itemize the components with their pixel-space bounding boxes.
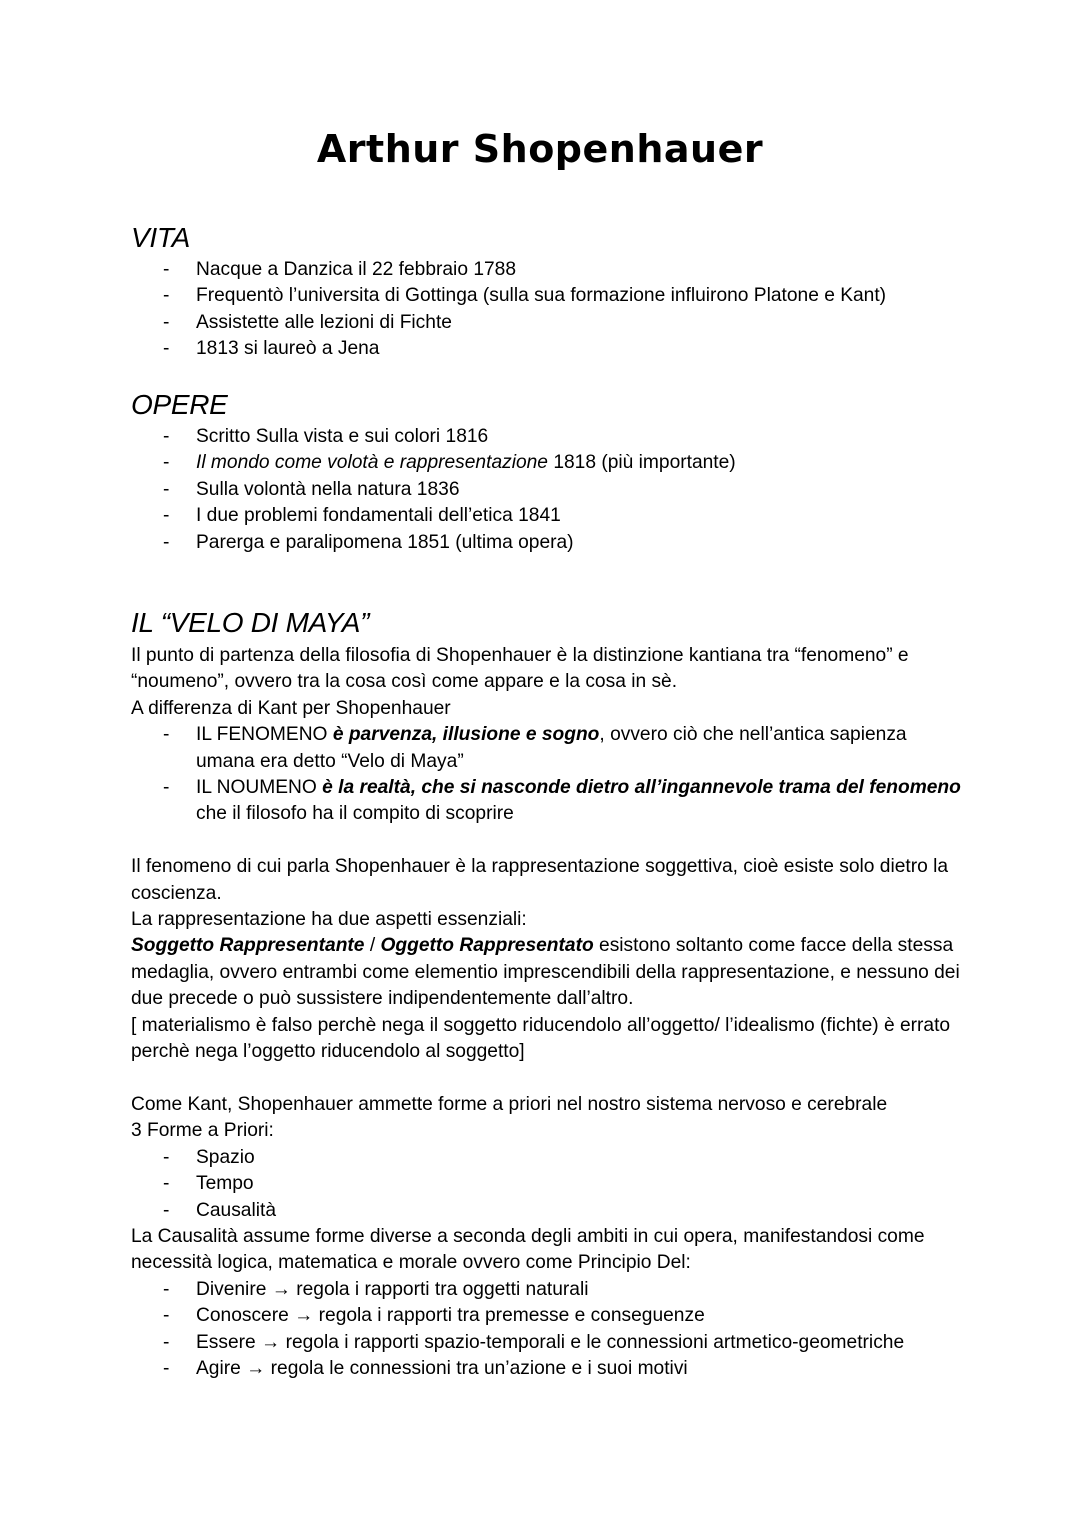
fenomeno-noumeno-list (131, 722, 961, 828)
list-item: - Parerga e paralipomena 1851 (ultima opera) (131, 530, 961, 556)
work-title: Il mondo come volotà e rappresentazione (196, 452, 548, 474)
list-item: - Agire → regola le connessioni tra un’azione e i suoi motivi (131, 1356, 961, 1382)
list-item-fenomeno (131, 722, 961, 775)
fenomeno-label: IL FENOMENO (196, 724, 333, 746)
list-item (131, 450, 961, 476)
noumeno-note: che il filosofo ha il compito di scoprire (196, 803, 514, 825)
forme-list (131, 1145, 961, 1224)
list-item: - Scritto Sulla vista e sui colori 1816 (131, 424, 961, 450)
section-heading-vita: VITA (131, 222, 190, 253)
list-item: - 1813 si laureò a Jena (131, 336, 961, 362)
materialismo-note: [ materialismo è falso perchè nega il soggetto riducendolo all’oggetto/ l’idealismo (fichte) è errato perchè nega l’oggetto riducendolo al soggetto] (131, 1014, 951, 1063)
list-item: - Tempo (131, 1171, 961, 1197)
list-item: - Causalità (131, 1198, 961, 1224)
section-heading-velo-di-maya: IL “VELO DI MAYA” (131, 607, 370, 638)
list-item: - Frequentò l’universita di Gottinga (sulla sua formazione influirono Platone e Kant) (131, 283, 961, 309)
velo-body (131, 643, 961, 1382)
vita-list-block (131, 257, 961, 363)
opere-list (131, 424, 961, 556)
list-item: - Nacque a Danzica il 22 febbraio 1788 (131, 257, 961, 283)
list-item: - Divenire → regola i rapporti tra oggetti naturali (131, 1277, 961, 1303)
page-title: Arthur Shopenhauer (316, 127, 764, 171)
differenza-line: A differenza di Kant per Shopenhauer (131, 697, 451, 719)
list-item: - Sulla volontà nella natura 1836 (131, 477, 961, 503)
oggetto-term: Oggetto Rappresentato (380, 935, 594, 957)
kant-paragraph: Come Kant, Shopenhauer ammette forme a priori nel nostro sistema nervoso e cerebrale (131, 1093, 888, 1115)
list-item: - Essere → regola i rapporti spazio-temporali e le connessioni artmetico-geometriche (131, 1330, 961, 1356)
medaglia-text: esistono soltanto come facce della stessa medaglia, ovvero entrambi come elementio imprescendibili della rappresentazione, e nessuno dei due precede o può sussistere indipendentemente dall’altro. (131, 935, 960, 1010)
work-note: 1818 (più importante) (547, 452, 736, 474)
causalita-paragraph: La Causalità assume forme diverse a seconda degli ambiti in cui opera, manifestandosi come necessità logica, matematica e morale ovvero come Principio Del: (131, 1225, 925, 1274)
intro-paragraph: Il punto di partenza della filosofia di Shopenhauer è la distinzione kantiana tra “fenomeno” e “noumeno”, ovvero tra la cosa così come appare e la cosa in sè. (131, 645, 909, 693)
noumeno-definition: è la realtà, che si nasconde dietro all’ingannevole trama del fenomeno (322, 777, 961, 799)
vita-list (131, 257, 961, 363)
list-item: - I due problemi fondamentali dell’etica 1841 (131, 503, 961, 529)
list-item: - Spazio (131, 1145, 961, 1171)
forme-title: 3 Forme a Priori: (131, 1120, 274, 1142)
aspetti-line: La rappresentazione ha due aspetti essenziali: (131, 909, 527, 931)
soggetto-term: Soggetto Rappresentante (131, 935, 365, 957)
list-item: - Assistette alle lezioni di Fichte (131, 310, 961, 336)
soggetto-oggetto-paragraph (131, 933, 961, 1012)
list-item-noumeno (131, 775, 961, 828)
noumeno-label: IL NOUMENO (196, 777, 323, 799)
fenomeno-note: , ovvero ciò che nell’antica sapienza umana era detto “Velo di Maya” (196, 724, 907, 772)
separator: / (364, 935, 381, 957)
fenomeno-definition: è parvenza, illusione e sogno (332, 724, 600, 746)
list-item: - Conoscere → regola i rapporti tra premesse e conseguenze (131, 1303, 961, 1329)
rappresentazione-paragraph: Il fenomeno di cui parla Shopenhauer è la rappresentazione soggettiva, cioè esiste solo dietro la coscienza. (131, 856, 949, 904)
opere-list-block (131, 424, 961, 556)
section-heading-opere: OPERE (131, 389, 228, 420)
principi-list (131, 1277, 961, 1383)
